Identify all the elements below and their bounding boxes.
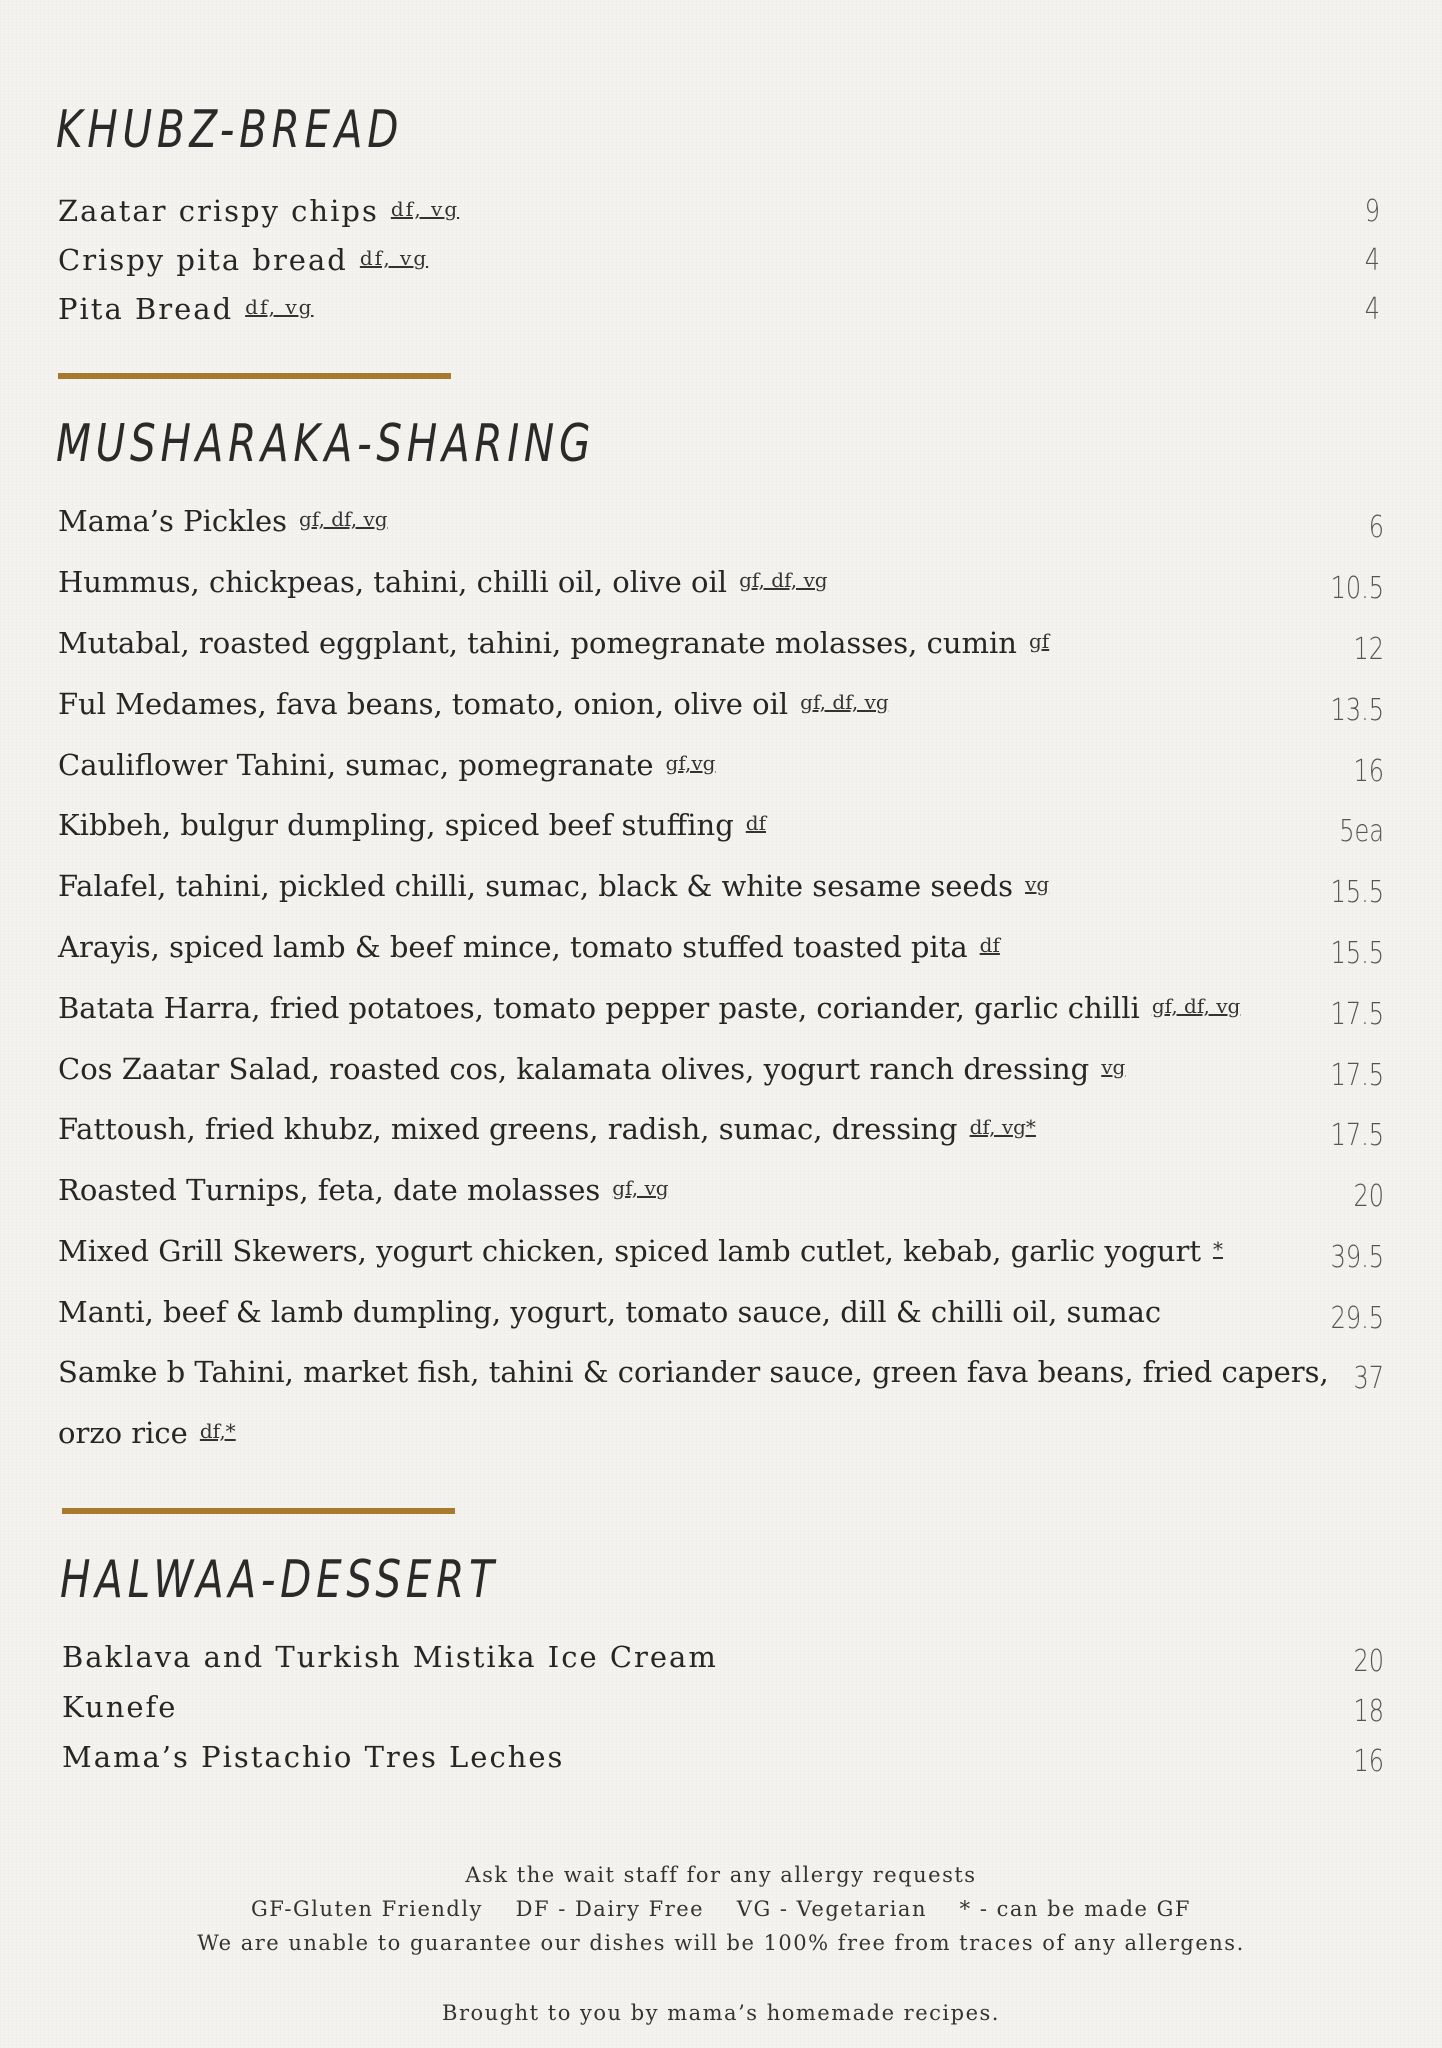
item-name: Mama’s Pistachio Tres Leches [62,1740,565,1774]
item-name: Fattoush, fried khubz, mixed greens, radish, sumac, dressing df, vg* [58,1112,1036,1146]
menu-item [0,748,1442,796]
item-price: 37 [1353,1361,1384,1396]
item-price: 16 [1353,1744,1384,1779]
item-tags: df, vg [245,295,314,319]
item-price: 5ea [1339,814,1384,849]
menu-item [0,1112,1442,1160]
item-name: orzo rice df,* [58,1416,236,1450]
item-name: Pita Bread df, vg [58,292,314,326]
item-name: Mama’s Pickles gf, df, vg [58,504,388,538]
item-tags: df, vg [390,197,460,221]
item-tags: gf, vg [612,1176,669,1200]
menu-item [0,1740,1442,1788]
item-tags: vg [1101,1055,1126,1079]
item-name: Batata Harra, fried potatoes, tomato pepper paste, coriander, garlic chilli gf, df, vg [58,991,1241,1025]
item-name: Kibbeh, bulgur dumpling, spiced beef stuffing df [58,808,767,842]
menu-item [0,687,1442,735]
item-price: 20 [1353,1179,1384,1214]
item-tags: vg [1025,872,1050,896]
menu-item [0,626,1442,674]
item-name: Mixed Grill Skewers, yogurt chicken, spiced lamb cutlet, kebab, garlic yogurt * [58,1234,1223,1268]
item-price: 4 [1364,292,1380,327]
item-tags: df [979,933,1000,957]
item-name: Baklava and Turkish Mistika Ice Cream [62,1640,718,1674]
item-price: 15.5 [1330,875,1384,910]
item-price: 13.5 [1330,693,1384,728]
item-tags: gf, df, vg [800,690,889,714]
item-price: 18 [1353,1694,1384,1729]
menu-item [0,991,1442,1039]
dietary-legend: GF-Gluten Friendly DF - Dairy Free VG - Vegetarian * - can be made GF [251,1897,1191,1921]
item-tags: df,* [199,1419,236,1443]
menu-item [0,194,1442,242]
signoff-footer [0,1996,1442,2030]
item-tags: * [1212,1237,1223,1261]
section-divider [62,1508,455,1514]
menu-item [0,1052,1442,1100]
menu-item [0,565,1442,613]
item-tags: gf, df, vg [299,507,388,531]
allergen-disclaimer: We are unable to guarantee our dishes will be 100% free from traces of any allergens. [197,1931,1245,1955]
item-price: 17.5 [1330,1118,1384,1153]
item-price: 17.5 [1330,997,1384,1032]
item-tags: df, vg [359,246,429,270]
section-title-bread: KHUBZ-BREAD [56,100,404,160]
item-tags: gf, df, vg [1151,994,1241,1018]
item-name: Hummus, chickpeas, tahini, chilli oil, olive oil gf, df, vg [58,565,828,599]
item-price: 9 [1364,194,1380,229]
menu-item [0,930,1442,978]
item-price: 4 [1364,243,1380,278]
item-name: Roasted Turnips, feta, date molasses gf, vg [58,1173,669,1207]
menu-item [0,1173,1442,1221]
menu-item [0,504,1442,552]
item-name: Crispy pita bread df, vg [58,243,429,277]
allergy-footer [0,1858,1442,1960]
item-price: 39.5 [1330,1240,1384,1275]
item-tags: gf [1028,629,1050,653]
item-name: Manti, beef & lamb dumpling, yogurt, tomato sauce, dill & chilli oil, sumac [58,1295,1162,1329]
menu-item [0,808,1442,856]
menu-item [0,1690,1442,1738]
item-price: 17.5 [1330,1058,1384,1093]
item-name: Zaatar crispy chips df, vg [58,194,460,228]
menu-item [0,292,1442,340]
item-tags: gf, df, vg [739,568,828,592]
section-divider [58,373,451,379]
section-title-sharing: MUSHARAKA-SHARING [56,414,596,474]
item-name: Falafel, tahini, pickled chilli, sumac, black & white sesame seeds vg [58,869,1050,903]
item-name: Arayis, spiced lamb & beef mince, tomato stuffed toasted pita df [58,930,1000,964]
signoff-text: Brought to you by mama’s homemade recipes. [442,2001,1000,2025]
item-name: Ful Medames, fava beans, tomato, onion, olive oil gf, df, vg [58,687,889,721]
item-price: 20 [1353,1644,1384,1679]
menu-item [0,1295,1442,1343]
section-title-dessert: HALWAA-DESSERT [60,1550,499,1610]
allergy-note: Ask the wait staff for any allergy requests [465,1863,977,1887]
menu-item [0,1416,1442,1464]
item-name: Cos Zaatar Salad, roasted cos, kalamata olives, yogurt ranch dressing vg [58,1052,1126,1086]
item-price: 10.5 [1330,571,1384,606]
item-name: Kunefe [62,1690,178,1724]
item-price: 15.5 [1330,936,1384,971]
item-name: Mutabal, roasted eggplant, tahini, pomegranate molasses, cumin gf [58,626,1050,660]
menu-item [0,1355,1442,1403]
menu-item [0,1234,1442,1282]
item-price: 16 [1353,754,1384,789]
item-tags: gf,vg [665,751,716,775]
item-tags: df, vg* [969,1115,1036,1139]
menu-item [0,243,1442,291]
item-name: Cauliflower Tahini, sumac, pomegranate gf,vg [58,748,716,782]
menu-item [0,1640,1442,1688]
item-name: Samke b Tahini, market fish, tahini & coriander sauce, green fava beans, fried capers, [58,1355,1329,1389]
item-price: 29.5 [1330,1301,1384,1336]
item-price: 6 [1368,510,1384,545]
item-tags: df [745,811,767,835]
menu-item [0,869,1442,917]
item-price: 12 [1353,632,1384,667]
